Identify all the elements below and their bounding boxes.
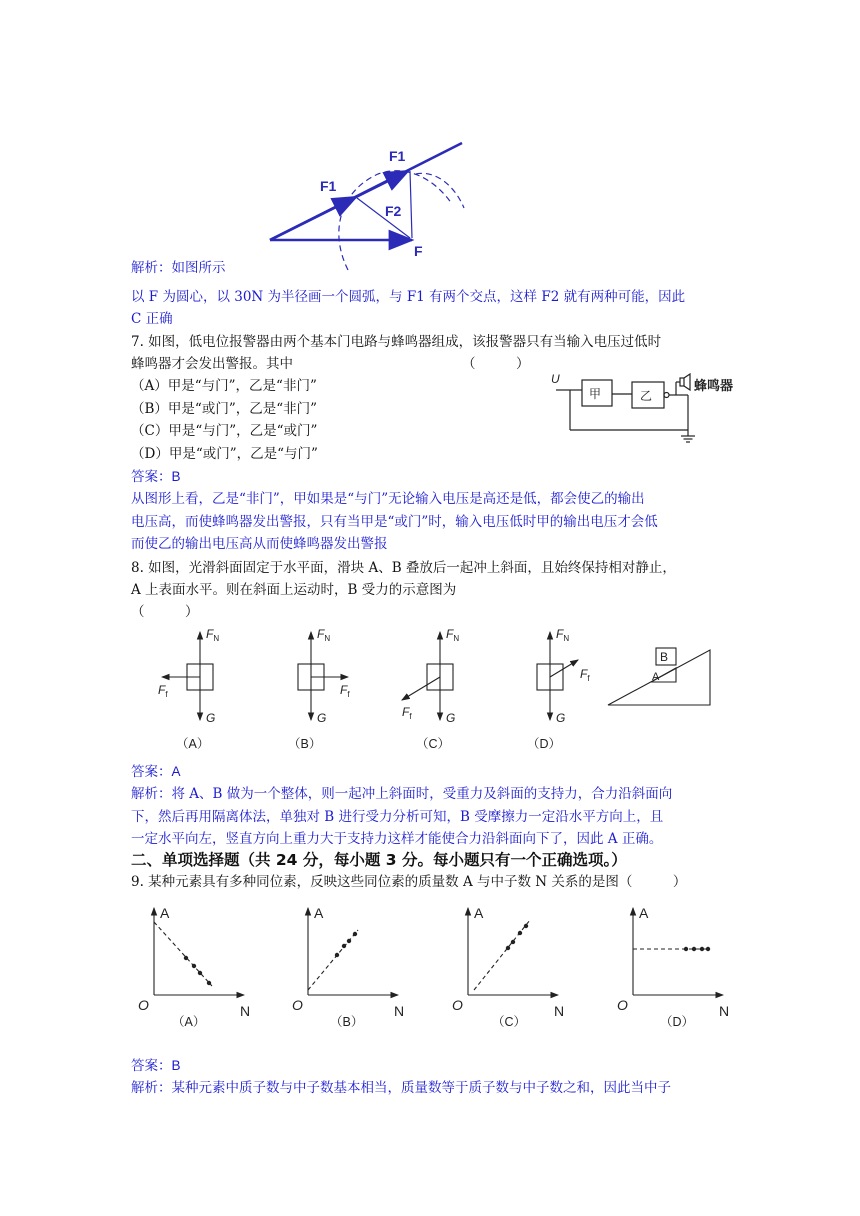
q9-graphs [136,900,736,1038]
ff-label: F [340,683,348,697]
origin-label: O [617,997,628,1013]
incline-block-a-label: A [652,671,660,683]
f2-label: F2 [385,203,402,219]
ff-sub: f [409,712,412,721]
ff-label: F [580,667,588,681]
circuit-buzzer-label: 蜂鸣器 [694,378,734,393]
ff-label: F [158,683,166,697]
q7-option-a: （A）甲是“与门”，乙是“非门” [131,378,317,394]
fn-sub: N [453,634,460,643]
q8-explain [131,783,739,851]
q9-explain: 解析：某种元素中质子数与中子数基本相当，质量数等于质子数与中子数之和，因此当中子 [131,1080,671,1096]
q9-caption-c: （C） [492,1015,527,1029]
q8-stem-line2: A 上表面水平。则在斜面上运动时，B 受力的示意图为 [131,582,457,598]
fn-sub: N [563,634,570,643]
q7-stem-line2: 蜂鸣器才会发出警报。其中 [131,356,293,372]
analysis-6: 解析：如图所示 [131,260,226,276]
ff-sub: f [587,674,590,683]
q8-force-diagrams [140,622,730,756]
q9-caption-a: （A） [172,1015,206,1029]
svg-text:FN [446,627,459,643]
axis-a-label: A [160,905,170,921]
q8-explain-line: 解析：将 A、B 做为一个整体，则一起冲上斜面时，受重力及斜面的支持力，合力沿斜面向 [131,786,673,802]
q7-explain-line: 而使乙的输出电压高从而使蜂鸣器发出警报 [131,536,388,552]
q8-explain-line: 下，然后再用隔离体法，单独对 B 进行受力分析可知，B 受摩擦力一定沿水平方向上，且 [131,808,664,825]
ff-sub: f [347,690,350,699]
svg-text:Ff [340,683,350,699]
f1-top-label: F1 [389,148,406,164]
explain-6-line1: 以 F 为圆心，以 30N 为半径画一个圆弧，与 F1 有两个交点，这样 F2 就有两种可能，因此 [131,289,686,305]
q7-answer-paren: （ ） [462,356,530,372]
axis-n-label: N [719,1003,730,1019]
fn-sub: N [324,634,331,643]
q8-explain-line: 一定水平向左，竖直方向上重力大于支持力这样才能使合力沿斜面向下了，因此 A 正确。 [131,831,663,847]
q9-caption-d: （D） [660,1015,695,1029]
circuit-yi-label: 乙 [640,389,653,403]
axis-n-label: N [554,1003,565,1019]
axis-a-label: A [474,905,484,921]
alarm-circuit-diagram [548,370,748,454]
q8-caption-d: （D） [527,737,562,751]
fn-label: F [206,627,214,641]
q8-caption-b: （B） [288,737,322,751]
explain-6-line2: C 正确 [131,311,173,327]
g-label: G [446,711,456,725]
q7-explain-line: 从图形上看，乙是“非门”，甲如果是“与门”无论输入电压是高还是低，都会使乙的输出 [131,491,645,507]
origin-label: O [452,997,463,1013]
fn-label: F [317,627,325,641]
svg-text:FN [556,627,569,643]
q7-explain-line: 电压高，而使蜂鸣器发出警报，只有当甲是“或门”时，输入电压低时甲的输出电压才会低 [131,513,658,530]
q9-answer: 答案：B [131,1058,181,1073]
g-label: G [206,711,216,725]
q8-caption-a: （A） [176,737,210,751]
fn-sub: N [213,634,220,643]
section-heading: 二、单项选择题（共 24 分，每小题 3 分。每小题只有一个正确选项。） [131,851,627,869]
ff-sub: f [165,690,168,699]
svg-text:Ff [402,705,412,721]
f1-mid-label: F1 [320,178,337,194]
q9-caption-b: （B） [330,1015,364,1029]
q8-caption-c: （C） [416,737,451,751]
q8-stem-line1: 8. 如图，光滑斜面固定于水平面，滑块 A、B 叠放后一起冲上斜面，且始终保持相对静止， [131,560,676,576]
q7-option-d: （D）甲是“或门”，乙是“与门” [131,445,318,462]
axis-a-label: A [639,905,649,921]
q8-answer-paren: （ ） [131,604,199,620]
fn-label: F [446,627,454,641]
q7-option-b: （B）甲是“或门”，乙是“非门” [131,400,318,417]
q7-explain [131,488,739,556]
fn-label: F [556,627,564,641]
axis-n-label: N [240,1003,251,1019]
circuit-jia-label: 甲 [589,387,602,401]
q7-stem-line1: 7. 如图，低电位报警器由两个基本门电路与蜂鸣器组成，该报警器只有当输入电压过低时 [131,334,662,350]
incline-block-b-label: B [660,650,669,664]
origin-label: O [138,997,149,1013]
q7-option-c: （C）甲是“与门”，乙是“或门” [131,423,318,439]
circuit-u-label: U [551,372,560,386]
g-label: G [556,711,566,725]
svg-text:Ff [580,667,590,683]
q7-options [131,375,461,465]
q9-stem: 9. 某种元素具有多种同位素，反映这些同位素的质量数 A 与中子数 N 关系的是图（ ） [131,874,687,890]
f-label: F [414,243,423,259]
origin-label: O [292,997,303,1013]
ff-label: F [402,705,410,719]
svg-text:FN [206,627,219,643]
svg-text:FN [317,627,330,643]
g-label: G [317,711,327,725]
axis-n-label: N [394,1003,405,1019]
axis-a-label: A [314,905,324,921]
q8-answer: 答案：A [131,764,181,779]
svg-text:Ff [158,683,168,699]
q7-answer: 答案：B [131,469,181,484]
